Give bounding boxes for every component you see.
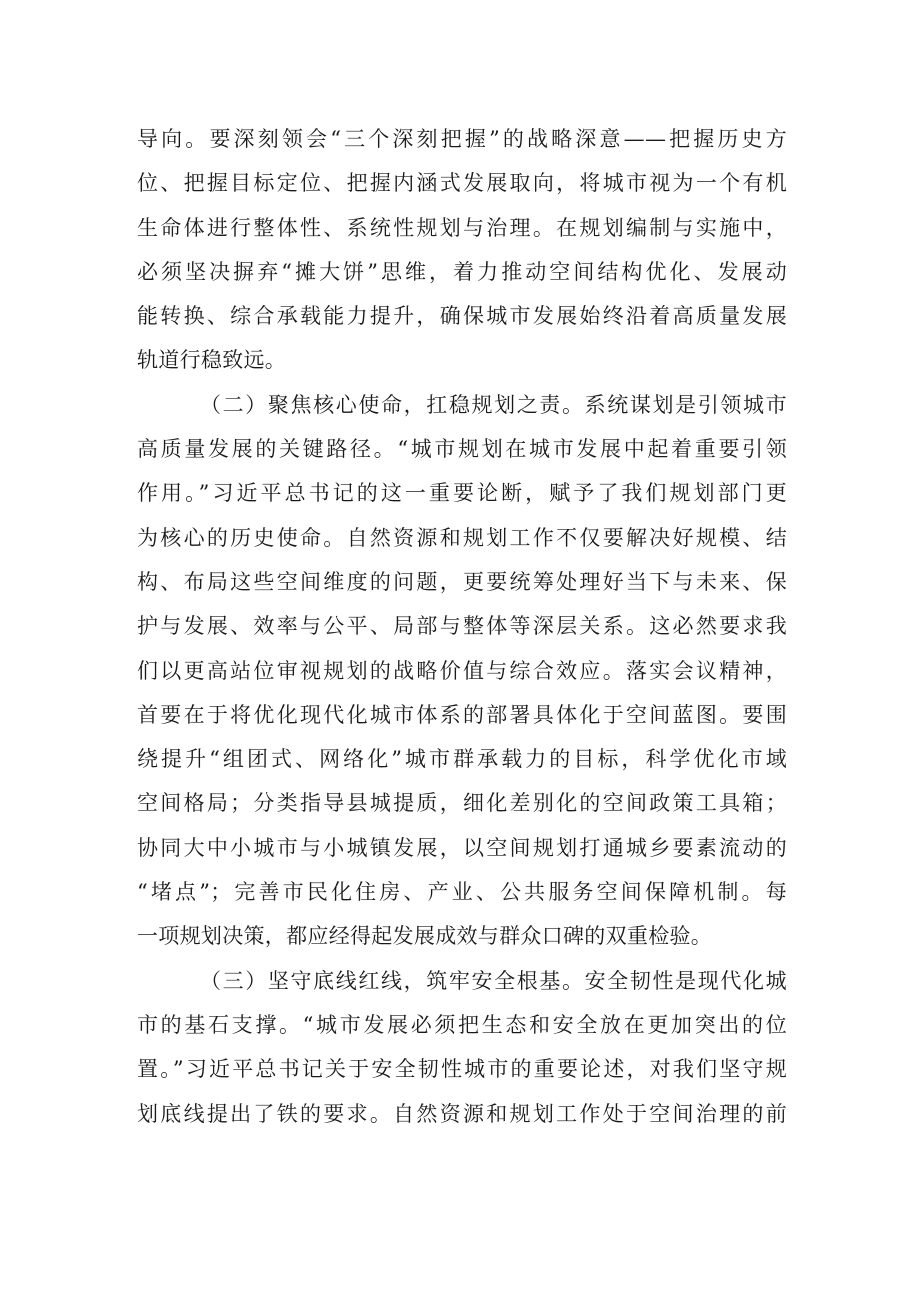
text-line: 为核心的历史使命。自然资源和规划工作不仅要解决好规模、结: [137, 525, 787, 550]
text-line: 构、布局这些空间维度的问题，更要统筹处理好当下与未来、保: [137, 569, 787, 594]
text-line: 能转换、综合承载能力提升，确保城市发展始终沿着高质量发展: [137, 304, 787, 329]
text-line: 空间格局；分类指导县城提质，细化差别化的空间政策工具箱；: [137, 791, 787, 816]
text-line: 首要在于将优化现代化城市体系的部署具体化于空间蓝图。要围: [137, 702, 787, 727]
text-line: 绕提升“组团式、网络化”城市群承载力的目标，科学优化市域: [137, 747, 787, 772]
text-line: 作用。”习近平总书记的这一重要论断，赋予了我们规划部门更: [137, 481, 787, 506]
paragraph-heading-line: （二）聚焦核心使命，扛稳规划之责。系统谋划是引领城市: [200, 392, 787, 417]
text-line: 导向。要深刻领会“三个深刻把握”的战略深意——把握历史方: [137, 127, 787, 151]
paragraph-2: [137, 383, 787, 959]
paragraph-heading-line: （三）坚守底线红线，筑牢安全根基。安全韧性是现代化城: [200, 968, 787, 993]
text-line: 们以更高站位审视规划的战略价值与综合效应。落实会议精神，: [137, 658, 787, 683]
text-line: 划底线提出了铁的要求。自然资源和规划工作处于空间治理的前: [137, 1101, 787, 1126]
text-line: 生命体进行整体性、系统性规划与治理。在规划编制与实施中，: [137, 215, 787, 240]
paragraph-1: [137, 117, 787, 383]
text-line: 轨道行稳致远。: [137, 348, 287, 373]
text-line: 置。”习近平总书记关于安全韧性城市的重要论述，对我们坚守规: [137, 1057, 787, 1082]
text-line: 位、把握目标定位、把握内涵式发展取向，将城市视为一个有机: [137, 171, 787, 196]
document-body: [137, 117, 787, 1136]
text-line: 护与发展、效率与公平、局部与整体等深层关系。这必然要求我: [137, 614, 787, 639]
text-line: 协同大中小城市与小城镇发展，以空间规划打通城乡要素流动的: [137, 835, 787, 860]
text-line: 必须坚决摒弃“摊大饼”思维，着力推动空间结构优化、发展动: [137, 259, 787, 284]
text-line: 市的基石支撑。“城市发展必须把生态和安全放在更加突出的位: [137, 1012, 787, 1037]
text-line: 一项规划决策，都应经得起发展成效与群众口碑的双重检验。: [137, 924, 713, 949]
text-line: “堵点”；完善市民化住房、产业、公共服务空间保障机制。每: [137, 880, 787, 905]
text-line: 高质量发展的关键路径。“城市规划在城市发展中起着重要引领: [137, 437, 787, 462]
paragraph-3: [137, 959, 787, 1136]
